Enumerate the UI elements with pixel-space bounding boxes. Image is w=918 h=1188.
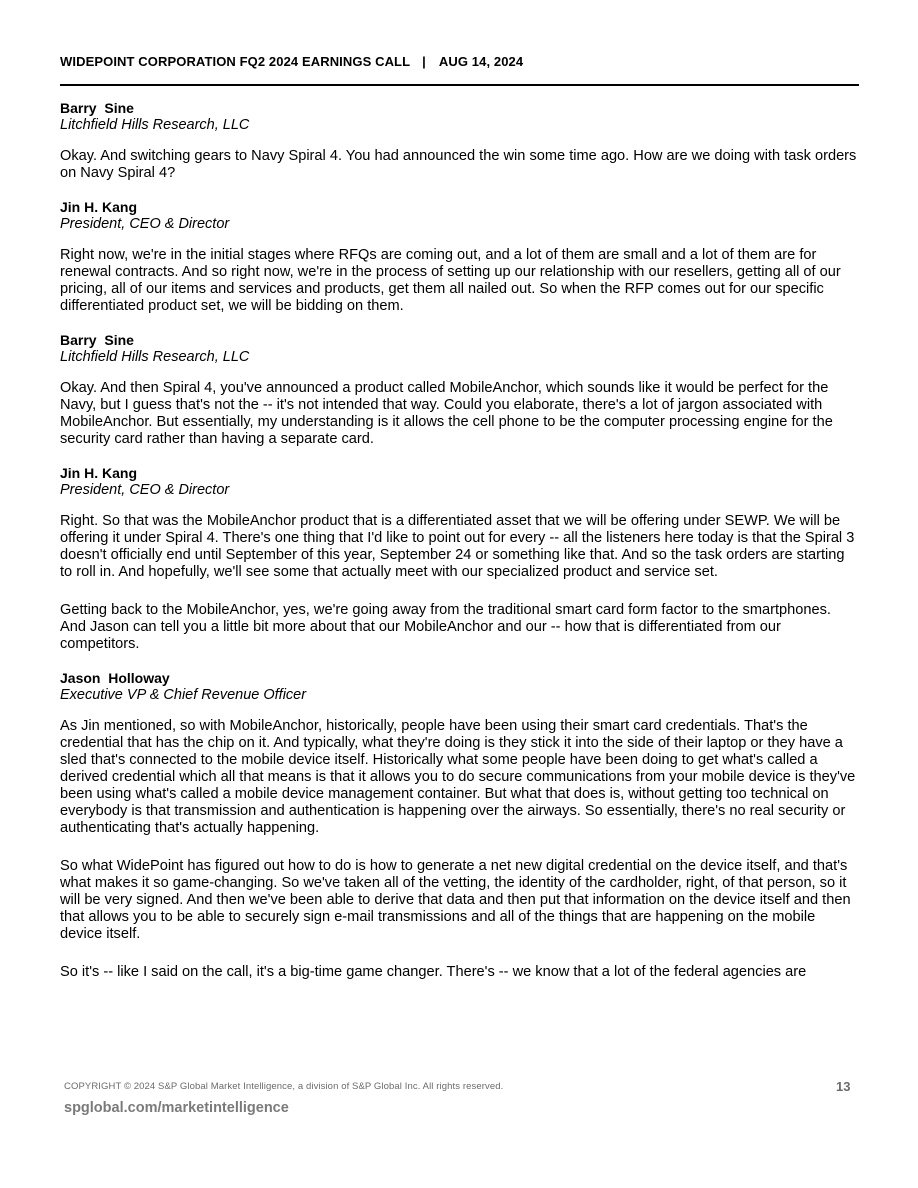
speaker-affiliation: Litchfield Hills Research, LLC — [60, 349, 250, 365]
header-date: AUG 14, 2024 — [438, 54, 524, 69]
transcript-paragraph: So it's -- like I said on the call, it's a big-time game changer. There's -- we know that a lot of the federal agencies are — [60, 964, 807, 980]
transcript-paragraph: So what WidePoint has figured out how to do is how to generate a net new digital credential on the device itself, and that's what makes it so game-changing. So we've taken all of the vetting, the identity of the cardholder, right, of that person, so it will be very signed. And then we've been able to derive that data and then put that information on the device itself and then that allows you to be able to securely sign e-mail transmissions and all of the things that are happening on the mobile device itself. — [60, 858, 851, 942]
speaker-name: Jin H. Kang — [60, 199, 138, 215]
transcript-paragraph: Getting back to the MobileAnchor, yes, we're going away from the traditional smart card form factor to the smartphones. And Jason can tell you a little bit more about that our MobileAnchor and our -- how that is differentiated from our competitors. — [60, 602, 831, 652]
speaker-turn — [60, 199, 860, 315]
speaker-turn — [60, 465, 860, 653]
page-number: 13 — [836, 1079, 851, 1094]
transcript-paragraph: As Jin mentioned, so with MobileAnchor, historically, people have been using their smart card credentials. That's the credential that has the chip on it. And typically, what they're doing is they stick it into the side of their laptop or they have a sled that's connected to the mobile device itself. Historically what some people have been doing to get what's called a derived credential which all that means is that it allows you to do secure communications from your mobile device is they've been using what's called a mobile device management container. But what that does is, without getting too technical on everybody is that transmission and authentication is happening over the airways. So essentially, there's no real security or authenticating that's actually happening. — [60, 718, 856, 836]
header-call-title: WIDEPOINT CORPORATION FQ2 2024 EARNINGS CALL — [60, 54, 411, 69]
header-separator: | — [422, 54, 426, 69]
page-header — [60, 54, 859, 86]
speaker-affiliation: President, CEO & Director — [60, 482, 230, 498]
footer-url: spglobal.com/marketintelligence — [64, 1100, 289, 1116]
transcript-paragraph: Okay. And then Spiral 4, you've announced a product called MobileAnchor, which sounds like it would be perfect for the Navy, but I guess that's not the -- it's not intended that way. Could you elaborate, there's a lot of jargon associated with MobileAnchor. But essentially, my understanding is it allows the cell phone to be the computer processing engine for the security card rather than having a separate card. — [60, 380, 833, 447]
transcript-paragraph: Right now, we're in the initial stages where RFQs are coming out, and a lot of them are small and a lot of them are for renewal contracts. And so right now, we're in the process of setting up our relationship with our resellers, getting all of our pricing, all of our items and services and products, get them all nailed out. So when the RFP comes out for our specific differentiated product set, we will be bidding on them. — [60, 247, 841, 314]
speaker-name: Barry Sine — [60, 332, 134, 348]
speaker-affiliation: President, CEO & Director — [60, 216, 230, 232]
speaker-name: Jason Holloway — [60, 670, 170, 686]
speaker-name: Jin H. Kang — [60, 465, 138, 481]
speaker-name: Barry Sine — [60, 100, 134, 116]
transcript-body — [60, 100, 860, 981]
speaker-turn — [60, 100, 860, 182]
speaker-turn — [60, 670, 860, 981]
speaker-turn — [60, 332, 860, 448]
transcript-paragraph: Right. So that was the MobileAnchor product that is a differentiated asset that we will be offering under SEWP. We will be offering it under Spiral 4. There's one thing that I'd like to point out for every -- all the listeners here today is that the Spiral 3 doesn't officially end until September of this year, September 24 or something like that. And so the task orders are starting to roll in. And hopefully, we'll see some that actually meet with our specialized product and service set. — [60, 513, 855, 580]
transcript-paragraph: Okay. And switching gears to Navy Spiral 4. You had announced the win some time ago. How are we doing with task orders on Navy Spiral 4? — [60, 148, 857, 181]
speaker-affiliation: Litchfield Hills Research, LLC — [60, 117, 250, 133]
speaker-affiliation: Executive VP & Chief Revenue Officer — [60, 687, 307, 703]
footer-copyright: COPYRIGHT © 2024 S&P Global Market Intelligence, a division of S&P Global Inc. All rights reserved. — [64, 1081, 504, 1092]
